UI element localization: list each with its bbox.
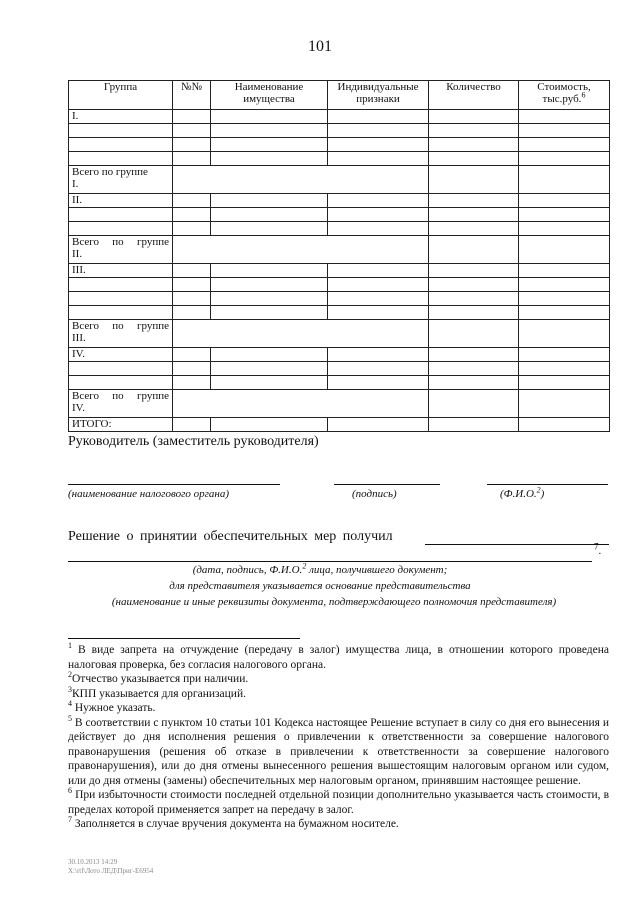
col-header-group: Группа (69, 81, 173, 110)
subtotal-row (69, 320, 610, 348)
group-label: III. (69, 264, 173, 278)
table-row (69, 138, 610, 152)
print-stamp: 30.10.2013 14:29 X:\rtf\Лото ЛЕД\Приг-Е6954 (68, 858, 154, 875)
subtotal-row (69, 166, 610, 194)
signature-line (334, 484, 440, 485)
col-header-name: Наименование имущества (211, 81, 328, 110)
table-row (69, 264, 610, 278)
subtotal-label: Всего по группе II. (69, 236, 173, 264)
col-header-number: №№ (173, 81, 211, 110)
col-header-cost: Стоимость, тыс.руб.$^6$ (519, 81, 610, 110)
subtotal-row (69, 390, 610, 418)
decision-footnote: $^7$. (594, 541, 602, 557)
table-row (69, 208, 610, 222)
footnote-separator (68, 638, 300, 639)
group-label: II. (69, 194, 173, 208)
table-row (69, 110, 610, 124)
col-header-features: Индивидуальные признаки (328, 81, 429, 110)
table-row (69, 278, 610, 292)
decision-text: Решение о принятии обеспечительных мер получил (68, 529, 393, 544)
table-row (69, 348, 610, 362)
property-table (68, 80, 610, 432)
fio-line (487, 484, 608, 485)
footnote-7: $^7$ Заполняется в случае вручения документа на бумажном носителе. (68, 815, 399, 830)
head-title: Руководитель (заместитель руководителя) (68, 434, 319, 449)
table-row (69, 222, 610, 236)
footnote-5: $^5$ В соответствии с пунктом 10 статьи 101 Кодекса настоящее Решение вступает в силу со дня его вынесения и действует до дня исполнения решения о привлечении к ответственности за совершение налогового правонарушения (решения об отказе в привлечении к ответственности за совершение налогового правонарушения), или до дня отмены вынесенного решения вышестоящим налоговым органом или судом, или до дня отмены (замены) обеспечительных мер налоговым органом, принявшим настоящее решение. (68, 713, 609, 787)
table-row (69, 306, 610, 320)
decision-caption-2: для представителя указывается основание представительства (169, 580, 471, 592)
table-row (69, 292, 610, 306)
table-row (69, 152, 610, 166)
footnote-2: $^2$Отчество указывается при наличии. (68, 670, 249, 685)
table-row (69, 124, 610, 138)
group-label: IV. (69, 348, 173, 362)
footnote-ref: 6 (581, 90, 586, 100)
col-header-quantity: Количество (429, 81, 519, 110)
footnotes (68, 643, 609, 832)
subtotal-label: Всего по группе III. (69, 320, 173, 348)
table-row (69, 362, 610, 376)
subtotal-label: Всего по группе IV. (69, 390, 173, 418)
table-row (69, 194, 610, 208)
decision-caption-1: (дата, подпись, Ф.И.О.$^2$ лица, получившего документ; (192, 561, 448, 576)
table-row (69, 376, 610, 390)
subtotal-row (69, 236, 610, 264)
signature-caption: (подпись) (352, 488, 397, 500)
group-label: I. (69, 110, 173, 124)
footnote-4: $^4$ Нужное указать. (68, 699, 156, 714)
page-number: 101 (308, 38, 332, 55)
decision-caption-3: (наименование и иные реквизиты документа, подтверждающего полномочия представителя) (111, 596, 557, 608)
subtotal-label: Всего по группе I. (69, 166, 173, 194)
decision-line (425, 544, 609, 545)
footnote-1: $^1$ В виде запрета на отчуждение (передачу в залог) имущества лица, в отношении которого проведена налоговая проверка, без согласия налогового органа. (68, 641, 609, 671)
org-line (68, 484, 280, 485)
table-header-row (69, 81, 610, 110)
org-caption: (наименование налогового органа) (68, 488, 230, 500)
footnote-3: $^3$КПП указывается для организаций. (68, 684, 246, 700)
footnote-6: $^6$ При избыточности стоимости последней отдельной позиции дополнительно указывается часть стоимости, в пределах которой применяется запрет на передачу в залог. (68, 786, 609, 816)
total-row (69, 418, 610, 432)
decision-line-2 (68, 561, 592, 562)
total-label: ИТОГО: (69, 418, 173, 432)
fio-caption: (Ф.И.О.$^2$) (500, 485, 545, 500)
